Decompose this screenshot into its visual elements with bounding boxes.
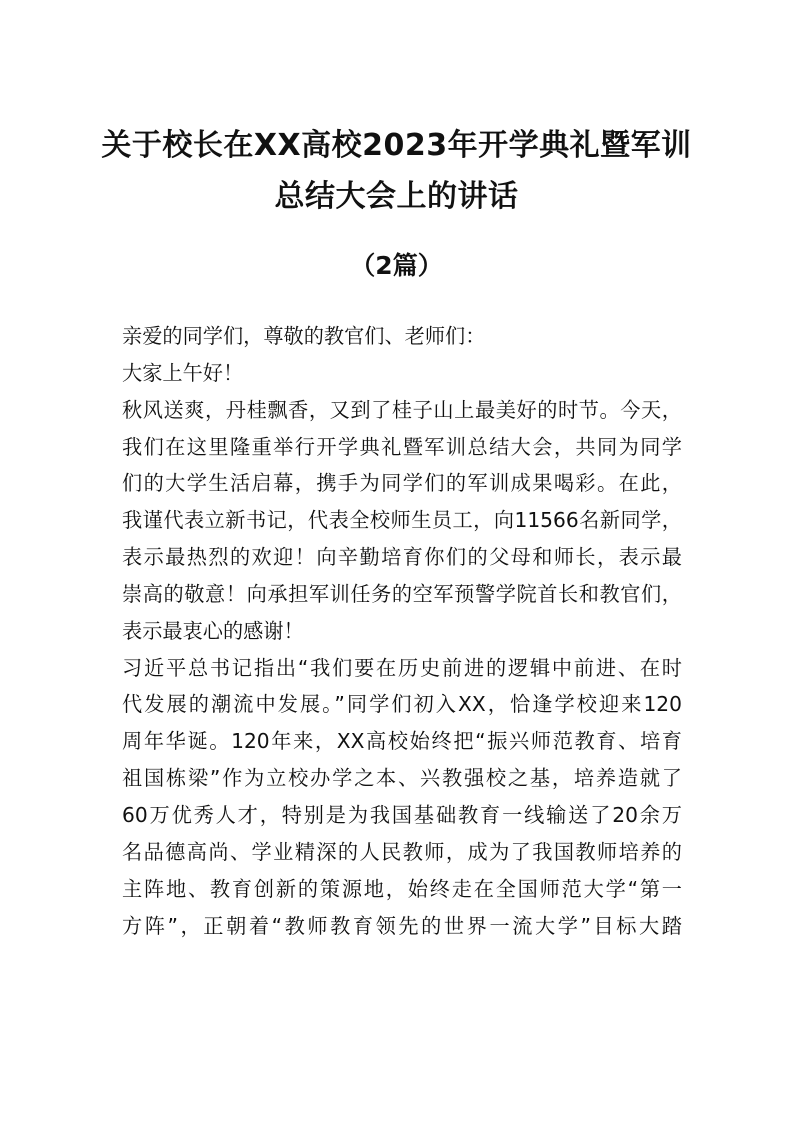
body-line: 60万优秀人才，特别是为我国基础教育一线输送了20余万 <box>122 802 682 827</box>
body-line: 代发展的潮流中发展。”同学们初入XX，恰逢学校迎来120 <box>122 692 682 717</box>
document-subtitle: （2篇） <box>350 251 443 280</box>
document-title-line-1: 关于校长在XX高校2023年开学典礼暨军训 <box>101 128 692 163</box>
body-line: 亲爱的同学们，尊敬的教官们、老师们： <box>122 324 486 348</box>
document-title-line-2: 总结大会上的讲话 <box>274 179 519 214</box>
body-line: 名品德高尚、学业精深的人民教师，成为了我国教师培养的 <box>122 839 682 864</box>
body-line: 秋风送爽，丹桂飘香，又到了桂子山上最美好的时节。今天， <box>122 397 682 422</box>
document-body <box>122 318 682 944</box>
body-line: 表示最衷心的感谢！ <box>122 618 304 643</box>
body-line: 我谨代表立新书记，代表全校师生员工，向11566名新同学， <box>122 508 682 533</box>
body-line: 主阵地、教育创新的策源地，始终走在全国师范大学“第一 <box>122 876 682 901</box>
body-line: 方阵”，正朝着“教师教育领先的世界一流大学”目标大踏 <box>122 913 682 938</box>
body-line: 大家上午好！ <box>122 360 244 385</box>
body-line: 周年华诞。120年来，XX高校始终把“振兴师范教育、培育 <box>122 729 682 754</box>
body-line: 表示最热烈的欢迎！向辛勤培育你们的父母和师长，表示最 <box>122 545 682 570</box>
body-line: 习近平总书记指出“我们要在历史前进的逻辑中前进、在时 <box>122 655 682 680</box>
body-line: 祖国栋梁”作为立校办学之本、兴教强校之基，培养造就了 <box>122 766 682 791</box>
body-line: 我们在这里隆重举行开学典礼暨军训总结大会，共同为同学 <box>122 434 682 459</box>
body-line: 们的大学生活启幕，携手为同学们的军训成果喝彩。在此， <box>122 471 682 496</box>
body-line: 崇高的敬意！向承担军训任务的空军预警学院首长和教官们， <box>122 581 682 606</box>
